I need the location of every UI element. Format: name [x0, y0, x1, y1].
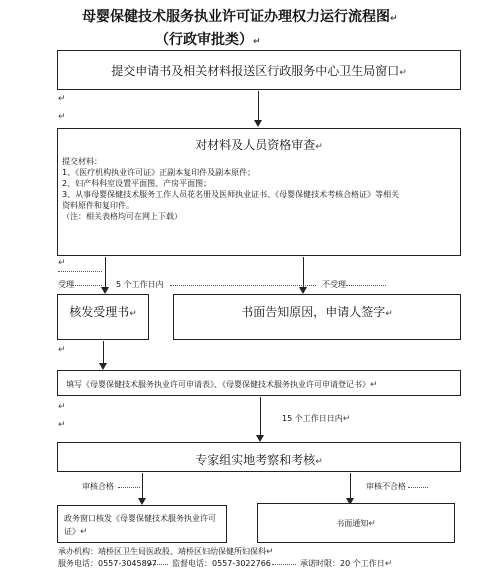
arrow-head [299, 287, 307, 294]
connector-forms-expert [260, 397, 261, 437]
material-item: 1、《医疗机构执业许可证》正副本复印件及副本原件； [62, 168, 256, 177]
fill-forms-text: 填写《母婴保健技术服务执业许可申请表》、《母婴保健技术服务执业许可申请登记书》 [66, 380, 370, 389]
arrow-head [99, 363, 107, 370]
accept-receipt-text: 核发受理书 [69, 305, 130, 319]
dotted-line [170, 285, 316, 286]
fail-label: 审核不合格 [366, 482, 406, 491]
material-item: （注：相关表格均可在网上下载） [62, 212, 182, 221]
connector-fail [350, 473, 351, 501]
days15-label: 15 个工作日日内↵ [282, 414, 351, 424]
submit-application-box: 提交申请书及相关材料报送区行政服务中心卫生局窗口↵ [57, 50, 461, 90]
connector-review-reject [303, 257, 304, 287]
fail-action-text: 书面通知 [336, 519, 369, 528]
reject-notice-box: 书面告知原因，申请人签字↵ [173, 294, 461, 340]
material-item: 2、妇产科科室设置平面图、产房平面图； [62, 179, 212, 188]
connector-review-accept [105, 257, 106, 287]
material-item: 资料原件和复印件。 [62, 201, 134, 210]
pass-action-box: 政务窗口核发《母婴保健技术服务执业许可证》↵ [57, 505, 227, 543]
return-mark: ↵ [58, 420, 66, 430]
days5-label: 5 个工作日内 [116, 280, 164, 289]
footer-time: 承诺时限：20 个工作日↵ [300, 559, 393, 569]
arrow-head [256, 435, 264, 442]
return-mark: ↵ [58, 402, 66, 412]
arrow-head [254, 120, 262, 127]
pass-label: 审核合格 [82, 482, 114, 491]
return-mark: ↵ [58, 94, 66, 104]
return-mark: ↵ [58, 112, 66, 122]
fill-forms-box: 填写《母婴保健技术服务执业许可申请表》、《母婴保健技术服务执业许可申请登记书》↵ [57, 370, 461, 396]
accept-receipt-box: 核发受理书↵ [57, 294, 149, 340]
review-materials-box: 对材料及人员资格审查↵ 提交材料： 1、《医疗机构执业许可证》正副本复印件及副本原件； 2、妇产科科室设置平面图、产房平面图； 3、从事母婴保健技术服务工作人员花名册及医师执业证书、《母婴保健技术考核合格证》等相关 资料原件和复印件。 （注：相关表格均可在网上下载） [57, 128, 461, 256]
connector-pass [142, 473, 143, 501]
connector-submit-review [258, 91, 259, 121]
reject-notice-text: 书面告知原因，申请人签字 [241, 305, 386, 319]
chart-title-line2: （行政审批类）↵ [155, 32, 261, 48]
review-title: 对材料及人员资格审查 [195, 138, 316, 152]
footer-supervise: 监督电话：0557-3022766 [172, 559, 271, 568]
footer-phone: 服务电话：0557-3045897 [58, 559, 157, 568]
material-item: 3、从事母婴保健技术服务工作人员花名册及医师执业证书、《母婴保健技术考核合格证》等相关 [62, 190, 400, 199]
dotted-line [272, 564, 296, 565]
accept-label: 受理 [58, 280, 74, 289]
expert-inspection-text: 专家组实地考察和考核 [195, 453, 316, 467]
fail-action-box: 书面通知↵ [257, 503, 455, 543]
reject-label: 不受理 [322, 280, 346, 289]
dotted-line [72, 285, 102, 286]
dotted-line [148, 564, 168, 565]
arrow-head [101, 287, 109, 294]
expert-inspection-box: 专家组实地考察和考核↵ [57, 442, 461, 472]
dotted-line [118, 487, 140, 488]
dotted-line [408, 487, 428, 488]
materials-heading: 提交材料： [62, 157, 102, 166]
return-mark: ↵ [58, 345, 66, 355]
pass-action-text: 政务窗口核发《母婴保健技术服务执业许可证》 [64, 514, 216, 536]
chart-title-line1: 母婴保健技术服务执业许可证办理权力运行流程图↵ [82, 9, 398, 25]
footer-org: 承办机构：靖桥区卫生局医政股、靖桥区妇幼保健所妇保科↵ [58, 547, 274, 557]
arrow-head [138, 498, 146, 505]
submit-application-text: 提交申请书及相关材料报送区行政服务中心卫生局窗口 [111, 64, 400, 78]
return-mark: ↵ [58, 258, 66, 268]
dotted-line [346, 285, 386, 286]
dotted-line [58, 271, 102, 272]
